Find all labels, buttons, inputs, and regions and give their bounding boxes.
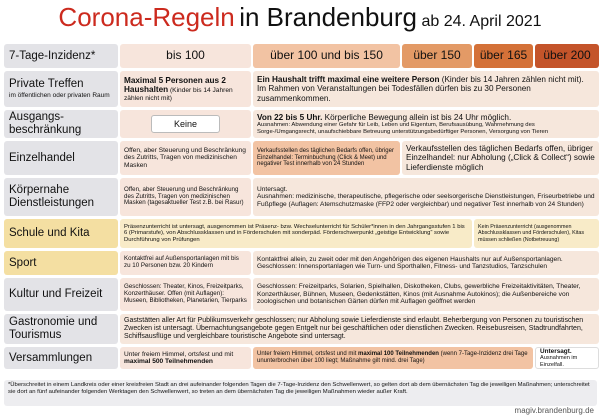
private-rule-bis-100 [120, 71, 251, 107]
page-title [0, 2, 600, 33]
school-rule-ueber-165: Kein Präsenzunterricht (ausgenommen Abschlussklassen und Förderschulen), Kitas müssen schließen (Notbetreuung) [474, 219, 599, 248]
title-corona: Corona-Regeln [58, 2, 235, 32]
category-title: Private Treffen [9, 78, 84, 91]
assemblies-rule-1-text: Unter freiem Himmel, ortsfest und mit [124, 350, 234, 358]
title-date: ab 24. April 2021 [421, 13, 542, 30]
source-link[interactable]: magiv.brandenburg.de [514, 406, 594, 415]
assemblies-rule-3-rest: Ausnahmen im Einzelfall. [540, 355, 578, 368]
header-bis-100: bis 100 [120, 44, 251, 68]
curfew-exceptions: Ausnahmen: Abwendung einer Gefahr für Leib, Leben und Eigentum, Berufsausübung, Wahrnehmung des Sorge-/Umgangsrecht, unaufschiebbare Betreuung unterstützungsbedürftiger Personen, Versorgung von Tieren [257, 121, 549, 135]
curfew-bold: Von 22 bis 5 Uhr. [257, 112, 323, 122]
assemblies-rule-2-bold: maximal 100 Teilnehmenden [358, 351, 439, 358]
category-gastronomy: Gastronomie und Tourismus [4, 314, 118, 344]
curfew-none-badge: Keine [151, 115, 220, 133]
header-100-150: über 100 und bis 150 [253, 44, 400, 68]
private-rule-ueber-100 [253, 71, 599, 107]
gastronomy-rule: Gaststätten aller Art für Publikumsverkehr geschlossen; nur Abholung sowie Lieferdienste sind erlaubt. Beherbergung von Personen zu touristischen Zwecken ist untersagt. Übernachtungsangebote gegen Entgelt nur bei geschäftlichen oder dienstlichen Zwecken. Reisebusreisen, Stadtrundfahrten, Schiffsausflüge und vergleichbare touristische Angebote sind untersagt. [120, 314, 599, 344]
rules-table [4, 44, 597, 377]
retail-rule-100-150: Verkaufsstellen des täglichen Bedarfs offen, übriger Einzelhandel: Terminbuchung (Click & Meet) und negativer Test innerhalb von 24 Stunden [253, 141, 400, 175]
footnote: *Überschreitet in einem Landkreis oder einer kreisfreien Stadt an drei aufeinander folgenden Tagen die 7-Tage-Inzidenz den Schwellenwert, so gelten dort ab dem übernächsten Tag die jeweiligen Maßnahmen; unterschreitet sie dort an fünf aufeinander folgenden Werktagen den Schwellenwert, so treten an dem übernächsten Tag die jeweiligen Maßnahmen wieder außer Kraft. [4, 380, 597, 406]
services-rule-bis-100: Offen, aber Steuerung und Beschränkung des Zutritts, Tragen von medizinischen Masken (tagesaktueller Test z.B. bei Rasur) [120, 178, 251, 216]
services-rule-ueber-100 [253, 178, 599, 216]
services-prohibited: Untersagt. [257, 185, 288, 193]
sport-rule-bis-100: Kontaktfrei auf Außensportanlagen mit bis zu 10 Personen bzw. 20 Kindern [120, 251, 251, 275]
assemblies-rule-bis-100 [120, 347, 251, 369]
category-personal-services: Körpernahe Dienstleistungen [4, 178, 118, 216]
category-school: Schule und Kita [4, 219, 118, 248]
assemblies-rule-1-bold: maximal 500 Teilnehmenden [124, 358, 213, 365]
private-rule-rest: (Kinder bis 14 Jahren zählen nicht mit) [124, 87, 233, 102]
assemblies-rule-100-200 [253, 347, 533, 369]
retail-rule-ueber-150: Verkaufsstellen des täglichen Bedarfs offen, übriger Einzelhandel: nur Abholung („Click & Collect“) sowie Lieferdienste möglich [402, 141, 599, 175]
title-brandenburg: in Brandenburg [239, 2, 418, 32]
private-rule-bold-2: Ein Haushalt trifft maximal eine weitere Person [257, 75, 440, 85]
curfew-rule-ueber-100 [253, 110, 599, 138]
header-incidence: 7-Tage-Inzidenz* [4, 44, 118, 68]
assemblies-rule-2-text: Unter freiem Himmel, ortsfest und mit [257, 351, 359, 358]
services-exceptions: Ausnahmen: medizinische, therapeutische, pflegerische oder seelsorgerische Dienstleistungen, Friseurbetriebe und Fußpflege (Auflagen: Atemschutzmaske (FFP2 oder vergleichbar) und negativer Test innerhalb von 24 Stunden) [257, 193, 595, 208]
private-rule-rest-2: (Kinder bis 14 Jahren zählen nicht mit). Im Rahmen von Veranstaltungen bei Todesfällen dürfen bis zu 30 Personen zusammenkommen. [257, 75, 584, 103]
school-rule-bis-165: Präsenzunterricht ist untersagt, ausgenommen ist Präsenz- bzw. Wechselunterricht für Schüler*innen in den Jahrgangsstufen 1 bis 6 (Primarstufe), von Abschlussklassen und in Förderschulen mit sonderpäd. Förderschwerpunkt „geistige Entwicklung“ sowie Durchführung von Prüfungen [120, 219, 472, 248]
category-subtitle: im öffentlichen oder privaten Raum [9, 92, 110, 100]
header-200: über 200 [535, 44, 599, 68]
assemblies-rule-ueber-200 [535, 347, 599, 369]
category-curfew: Ausgangs-beschränkung [4, 110, 118, 138]
assemblies-rule-2-rest: (wenn 7-Tage-Inzidenz drei Tage ununterbrochen über 100 liegt; Maßnahme gilt mind. drei Tage) [257, 351, 528, 364]
category-retail: Einzelhandel [4, 141, 118, 175]
category-assemblies: Versammlungen [4, 347, 118, 369]
header-165: über 165 [474, 44, 533, 68]
sport-rule-ueber-100: Kontaktfrei allein, zu zweit oder mit den Angehörigen des eigenen Haushalts nur auf Außensportanlagen. Geschlossen: Innensportanlagen wie Turn- und Sporthallen, Fitness- und Tanzstudios, Tanzschulen [253, 251, 599, 275]
retail-rule-bis-100: Offen, aber Steuerung und Beschränkung des Zutritts, Tragen von medizinischen Masken [120, 141, 251, 175]
curfew-rule-bis-100 [120, 110, 251, 138]
curfew-rest: Körperliche Bewegung allein ist bis 24 Uhr möglich. [322, 112, 512, 122]
header-150: über 150 [402, 44, 472, 68]
culture-rule-ueber-100: Geschlossen: Freizeitparks, Solarien, Spielhallen, Diskotheken, Clubs, gewerbliche Freizeitaktivitäten, Theater, Konzerthäuser, Bühnen, Museen, Gedenkstätten, Kinos (mit Ausnahme Autokinos); die Außenbereiche von zoologischen und botanischen Gärten dürfen mit Auflagen geöffnet werden [253, 278, 599, 311]
category-culture: Kultur und Freizeit [4, 278, 118, 311]
private-rule-bold: Maximal 5 Personen aus 2 Haushalten [124, 75, 226, 95]
category-private-meetings [4, 71, 118, 107]
culture-rule-bis-100: Geschlossen: Theater, Kinos, Freizeitparks, Konzerthäuser. Offen (mit Auflagen): Museen, Bibliotheken, Planetarien, Tierparks [120, 278, 251, 311]
assemblies-rule-3-bold: Untersagt. [540, 348, 572, 356]
category-sport: Sport [4, 251, 118, 275]
